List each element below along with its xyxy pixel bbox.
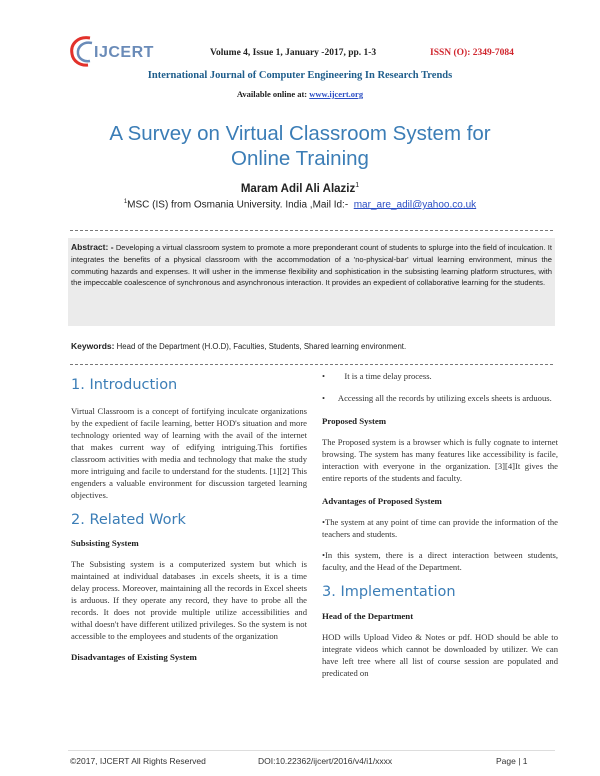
journal-name: International Journal of Computer Engineering In Research Trends <box>147 70 453 81</box>
paper-title <box>0 121 600 171</box>
disadvantage-bullet-1: • It is a time delay process. <box>322 371 432 381</box>
author-name-text: Maram Adil Ali Alaziz <box>240 182 356 195</box>
abstract-box <box>68 238 555 326</box>
journal-logo <box>68 34 178 70</box>
right-column <box>322 371 558 679</box>
subsisting-system-heading: Subsisting System <box>71 538 139 548</box>
footer-page-number: Page | 1 <box>496 756 528 766</box>
footer-divider <box>68 750 555 751</box>
affiliation-text: MSC (IS) from Osmania University. India ,Mail Id:- <box>127 199 349 211</box>
author-sup: 1 <box>355 182 360 189</box>
keywords <box>71 341 555 351</box>
section-introduction-heading: 1. Introduction <box>71 377 178 393</box>
disadvantage-bullet-2: • Accessing all the records by utilizing excels sheets is arduous. <box>322 393 552 403</box>
author-name <box>0 182 600 195</box>
proposed-system-text: The Proposed system is a browser which is fully cognate to internet browsing. The system has many features like accessibility is facile, interaction with everyone in the organization. [3][4]It gives the entire reports of the students and faculty. <box>322 437 558 483</box>
available-label: Available online at: <box>236 89 308 99</box>
available-online <box>0 89 600 99</box>
affiliation-sup: 1 <box>123 199 128 205</box>
logo-text: IJCERT <box>94 44 154 61</box>
section-related-work-heading: 2. Related Work <box>71 512 186 528</box>
subsisting-system-text: The Subsisting system is a computerized system but which is maintained at individual databases .in excels sheets, it is a time delay process. Moreover, maintaining all the records in Excel sheets is arduous. If they operate any record, they have to probe all the records. It does not provide multiple utilize accessibilities and withal doesn't have different utilized privileges. So the system is not accessible to the employees and students of the organization <box>71 559 307 641</box>
abstract-text: Developing a virtual classroom system to promote a more preponderant count of students to splurge into the field of inculcation. It integrates the benefits of a physical classroom with the accommodation of a 'no-physical-bar' virtual learning environment, minus the commuting hazards and expenses. It will usher in the immense flexibility and sophistication in the subsisting learning platform structures, with the impeccable coalescence of synchronous and asynchronous interaction. It provides an expedient of collaborative learning for the students. <box>71 243 552 288</box>
disadvantage-bullet-2-text: Accessing all the records by utilizing excels sheets is arduous. <box>337 393 552 403</box>
email-link[interactable]: mar_are_adil@yahoo.co.uk <box>353 199 477 211</box>
keywords-text: Head of the Department (H.O.D), Faculties, Students, Shared learning environment. <box>116 342 407 351</box>
keywords-label: Keywords: <box>71 341 115 351</box>
issn: ISSN (O): 2349-7084 <box>430 48 514 58</box>
footer-doi: DOI:10.22362/ijcert/2016/v4/i1/xxxx <box>258 756 393 766</box>
hod-heading: Head of the Department <box>322 611 414 621</box>
title-line-2: Online Training <box>231 147 369 170</box>
title-line-1: A Survey on Virtual Classroom System for <box>109 122 491 145</box>
divider-bottom <box>70 364 553 365</box>
divider-top <box>70 230 553 231</box>
journal-url-link[interactable]: www.ijcert.org <box>309 89 364 99</box>
advantage-1: •The system at any point of time can provide the information of the teachers and students. <box>322 517 558 539</box>
left-column <box>71 376 307 663</box>
abstract-label: Abstract: - <box>71 242 114 252</box>
section-implementation-heading: 3. Implementation <box>322 584 456 600</box>
advantages-heading: Advantages of Proposed System <box>322 496 442 506</box>
disadvantage-bullet-1-text: It is a time delay process. <box>344 371 432 381</box>
proposed-system-heading: Proposed System <box>322 416 387 426</box>
disadvantages-heading: Disadvantages of Existing System <box>71 652 197 662</box>
advantage-2: •In this system, there is a direct interaction between students, faculty, and the Head of the Department. <box>322 550 558 572</box>
volume-info: Volume 4, Issue 1, January -2017, pp. 1-3 <box>210 48 377 58</box>
affiliation <box>0 199 600 210</box>
hod-text: HOD wills Upload Video & Notes or pdf. HOD should be able to integrate videos which cannot be downloaded by utilizer. We can have left tree where all list of course session are populated and predicated on <box>322 632 558 678</box>
footer-copyright: ©2017, IJCERT All Rights Reserved <box>70 756 206 766</box>
introduction-text: Virtual Classroom is a concept of fortifying inculcate organizations by the expedient of facile learning, better HOD's situation and more technology oriented way of learning with the avail of the internet that makes current way of edifying intriguing.This fortifies classroom activities with media and technology that make the study more intriguing and facile to understand for the students. [1][2] This engenders a valuable environment for discussion targeted learning objectives. <box>71 406 307 500</box>
